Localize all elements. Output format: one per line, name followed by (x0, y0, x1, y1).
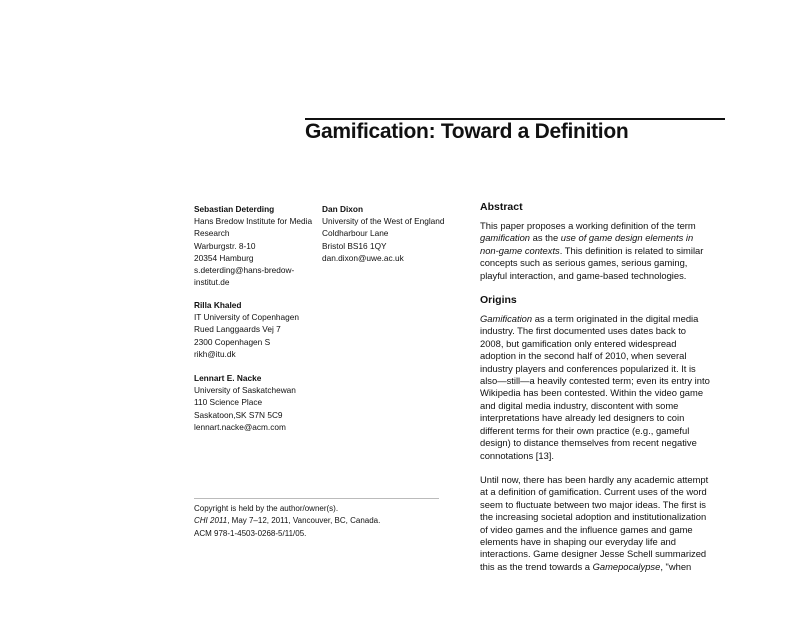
footer-rule (194, 498, 439, 499)
origins-line: different terms for their own practice (e.g., gameful (480, 424, 690, 436)
author-block-nacke (194, 372, 296, 433)
paper-title: Gamification: Toward a Definition (305, 120, 629, 143)
author-name: Dan Dixon (322, 204, 364, 214)
origins-text: this as the trend towards a (480, 560, 593, 572)
origins-line: connotations [13]. (480, 449, 555, 461)
address-line: Warburgstr. 8-10 (194, 240, 256, 251)
copyright-line: Copyright is held by the author/owner(s). (194, 504, 339, 513)
origins-line: industry. The first documented uses dates back to (480, 325, 687, 337)
abstract-line (480, 232, 780, 244)
origins-line: and digital media industry, discontent with some (480, 399, 679, 411)
origins-line: of video games and the influence games and game (480, 523, 693, 535)
term-gamification: Gamification (480, 313, 533, 325)
venue-line (194, 515, 380, 527)
email-line: s.deterding@hans-bredow- (194, 265, 295, 276)
origins-line: 2008, but gamification only entered widespread (480, 337, 677, 349)
author-block-deterding (194, 203, 312, 288)
address-line: 110 Science Place (194, 397, 263, 408)
copyright-footer (194, 503, 380, 540)
term-gamification: gamification (480, 232, 531, 244)
author-block-dixon (322, 203, 445, 264)
origins-text: as a term originated in the digital media (532, 313, 699, 325)
affiliation-line: IT University of Copenhagen (194, 312, 299, 323)
abstract-line: This paper proposes a working definition of the term (480, 220, 696, 231)
affiliation-line: University of the West of England (322, 216, 445, 227)
main-text-column (480, 201, 780, 573)
venue-details: , May 7–12, 2011, Vancouver, BC, Canada. (227, 516, 381, 526)
address-line: Saskatoon,SK S7N 5C9 (194, 409, 283, 420)
origins-text: , "when (660, 560, 692, 572)
origins-line: the increasing societal adoption and institutionalization (480, 511, 707, 523)
origins-line: design) to distance themselves from recent negative (480, 437, 697, 449)
affiliation-line: Hans Bredow Institute for Media (194, 216, 313, 227)
author-block-khaled (194, 299, 299, 360)
affiliation-line: University of Saskatchewan (194, 385, 296, 396)
origins-line: Wikipedia has been contested. Within the video game (480, 387, 704, 399)
origins-line (480, 313, 780, 325)
definition-text: non-game contexts (480, 244, 560, 256)
abstract-text: as the (530, 232, 561, 244)
author-name: Rilla Khaled (194, 300, 242, 310)
origins-line: adoption in the second half of 2010, when several (480, 350, 687, 362)
isbn-line: ACM 978-1-4503-0268-5/11/05. (194, 528, 307, 538)
origins-line: industry players and conferences popularized it. It is (480, 362, 696, 374)
email-line: lennart.nacke@acm.com (194, 421, 286, 432)
abstract-line: concepts such as serious games, serious gaming, (480, 257, 688, 269)
email-line: dan.dixon@uwe.ac.uk (322, 252, 404, 263)
abstract-heading: Abstract (480, 201, 523, 213)
origins-heading: Origins (480, 294, 517, 307)
abstract-line: playful interaction, and game-based technologies. (480, 269, 687, 281)
email-line: institut.de (194, 277, 230, 288)
origins-line: Until now, there has been hardly any academic attempt (480, 473, 709, 485)
origins-line (480, 561, 780, 573)
origins-line: at a definition of gamification. Current uses of the word (480, 486, 707, 498)
address-line: 2300 Copenhagen S (194, 336, 271, 347)
origins-line: interactions. Game designer Jesse Schell summarized (480, 548, 707, 560)
address-line: Coldharbour Lane (322, 228, 389, 239)
definition-text: use of game design elements in (560, 232, 694, 244)
affiliation-line: Research (194, 228, 230, 239)
author-name: Lennart E. Nacke (194, 373, 262, 383)
email-line: rikh@itu.dk (194, 348, 236, 359)
address-line: 20354 Hamburg (194, 252, 254, 263)
origins-line: elements have in shaping our everyday life and (480, 535, 676, 547)
address-line: Rued Langgaards Vej 7 (194, 324, 281, 335)
author-name: Sebastian Deterding (194, 204, 275, 214)
origins-line: interpretations have already led designers to coin (480, 412, 685, 424)
abstract-line (480, 245, 780, 257)
origins-line: seem to fluctuate between two major ideas. The first is (480, 498, 706, 510)
abstract-text: . This definition is related to similar (559, 244, 704, 256)
term-gamepocalypse: Gamepocalypse (592, 560, 661, 572)
address-line: Bristol BS16 1QY (322, 240, 387, 251)
origins-line: also—still—a heavily contested term; even its entry into (480, 375, 710, 387)
venue-name: CHI 2011 (194, 516, 228, 526)
